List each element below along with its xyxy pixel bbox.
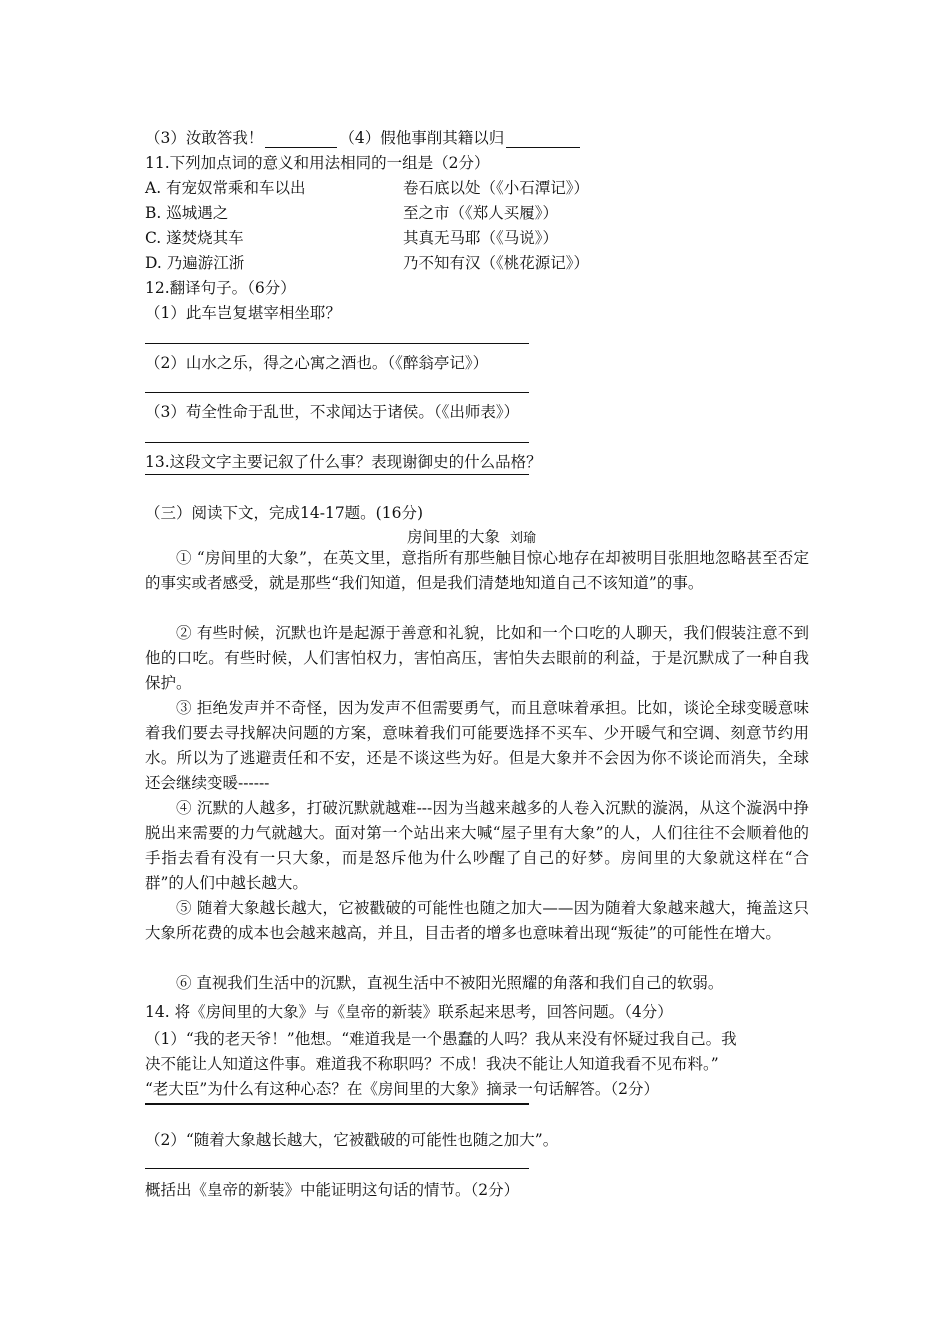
q11-option-b-compare: 至之市（《郑人买履》） [403, 204, 559, 222]
article-author: 刘瑜 [510, 531, 537, 546]
q11-option-a: A. 有宠奴常乘和车以出 [145, 179, 306, 197]
q11-option-a-compare: 卷石底以处（《小石潭记》） [403, 179, 590, 197]
q14-sub1-line3: “老大臣”为什么有这种心态？在《房间里的大象》摘录一句话解答。（2分） [145, 1080, 659, 1098]
article-paragraph-3: ③ 拒绝发声并不奇怪，因为发声不但需要勇气，而且意味着承担。比如，谈论全球变暖意味着我们要去寻找解决问题的方案，意味着我们可能要选择不买车、少开暖气和空调、刻意节约用水。所以为了逃避责任和不安，还是不谈这些为好。但是大象并不会因为你不谈论而消失，全球还会继续变暖------ [145, 699, 809, 792]
answer-line[interactable] [145, 392, 529, 393]
article-paragraph-2: ② 有些时候，沉默也许是起源于善意和礼貌，比如和一个口吃的人聊天，我们假装注意不到他的口吃。有些时候，人们害怕权力，害怕高压，害怕失去眼前的利益，于是沉默成了一种自我保护。 [145, 624, 809, 692]
answer-line[interactable] [145, 343, 529, 344]
q11-option-c: C. 遂焚烧其车 [145, 229, 244, 247]
article-title: 房间里的大象 刘瑜 [407, 528, 537, 546]
section-3-heading: （三）阅读下文，完成14-17题。(16分) [145, 504, 424, 522]
q12-sentence-2: （2）山水之乐，得之心寓之酒也。（《醉翁亭记》） [145, 354, 489, 372]
q11-option-d-compare: 乃不知有汉（《桃花源记》） [403, 254, 590, 272]
q12-sentence-3: （3）苟全性命于乱世，不求闻达于诸侯。（《出师表》） [145, 403, 520, 421]
answer-line[interactable] [145, 474, 529, 475]
q13-stem: 13.这段文字主要记叙了什么事？表现谢御史的什么品格？ [145, 453, 542, 471]
article-paragraph-4: ④ 沉默的人越多，打破沉默就越难---因为当越来越多的人卷入沉默的漩涡，从这个漩涡中挣脱出来需要的力气就越大。面对第一个站出来大喊“屋子里有大象”的人，人们往往不会顺着他的手指去看有没有一只大象，而是怒斥他为什么吵醒了自己的好梦。房间里的大象就这样在“合群”的人们中越长越大。 [145, 799, 809, 892]
article-paragraph-1: ① “房间里的大象”，在英文里，意指所有那些触目惊心地存在却被明目张胆地忽略甚至否定的事实或者感受，就是那些“我们知道，但是我们清楚地知道自己不该知道”的事。 [145, 549, 809, 592]
answer-blank[interactable] [265, 131, 337, 148]
q14-sub1-line2: 决不能让人知道这件事。难道我不称职吗？不成！我决不能让人知道我看不见布料。” [145, 1055, 719, 1073]
article-paragraph-5: ⑤ 随着大象越长越大，它被戳破的可能性也随之加大——因为随着大象越来越大，掩盖这只大象所花费的成本也会越来越高，并且，目击者的增多也意味着出现“叛徒”的可能性在增大。 [145, 899, 809, 942]
answer-line[interactable] [145, 1168, 529, 1169]
q14-stem: 14. 将《房间里的大象》与《皇帝的新装》联系起来思考，回答问题。（4分） [145, 1003, 673, 1021]
q12-stem: 12.翻译句子。（6分） [145, 279, 296, 297]
q10-item-4: （4）假他事削其籍以归 [339, 129, 505, 147]
q10-item-3: （3）汝敢答我！ [145, 129, 264, 147]
answer-line[interactable] [145, 442, 529, 443]
q14-sub2-task: 概括出《皇帝的新装》中能证明这句话的情节。（2分） [145, 1181, 520, 1199]
article-paragraph-6: ⑥ 直视我们生活中的沉默，直视生活中不被阳光照耀的角落和我们自己的软弱。 [176, 974, 724, 992]
q14-sub1-line1: （1）“我的老天爷！”他想。“难道我是一个愚蠢的人吗？我从来没有怀疑过我自己。我 [145, 1030, 737, 1048]
answer-blank[interactable] [506, 131, 580, 148]
q11-option-d: D. 乃遍游江浙 [145, 254, 245, 272]
q10-items-row [145, 128, 582, 148]
q11-stem: 11.下列加点词的意义和用法相同的一组是（2分） [145, 154, 490, 172]
q12-sentence-1: （1）此车岂复堪宰相坐耶？ [145, 304, 341, 322]
answer-line[interactable] [145, 1103, 529, 1105]
q14-sub2: （2）“随着大象越长越大，它被戳破的可能性也随之加大”。 [145, 1131, 559, 1149]
q11-option-c-compare: 其真无马耶（《马说》） [403, 229, 559, 247]
q11-option-b: B. 巡城遇之 [145, 204, 229, 222]
